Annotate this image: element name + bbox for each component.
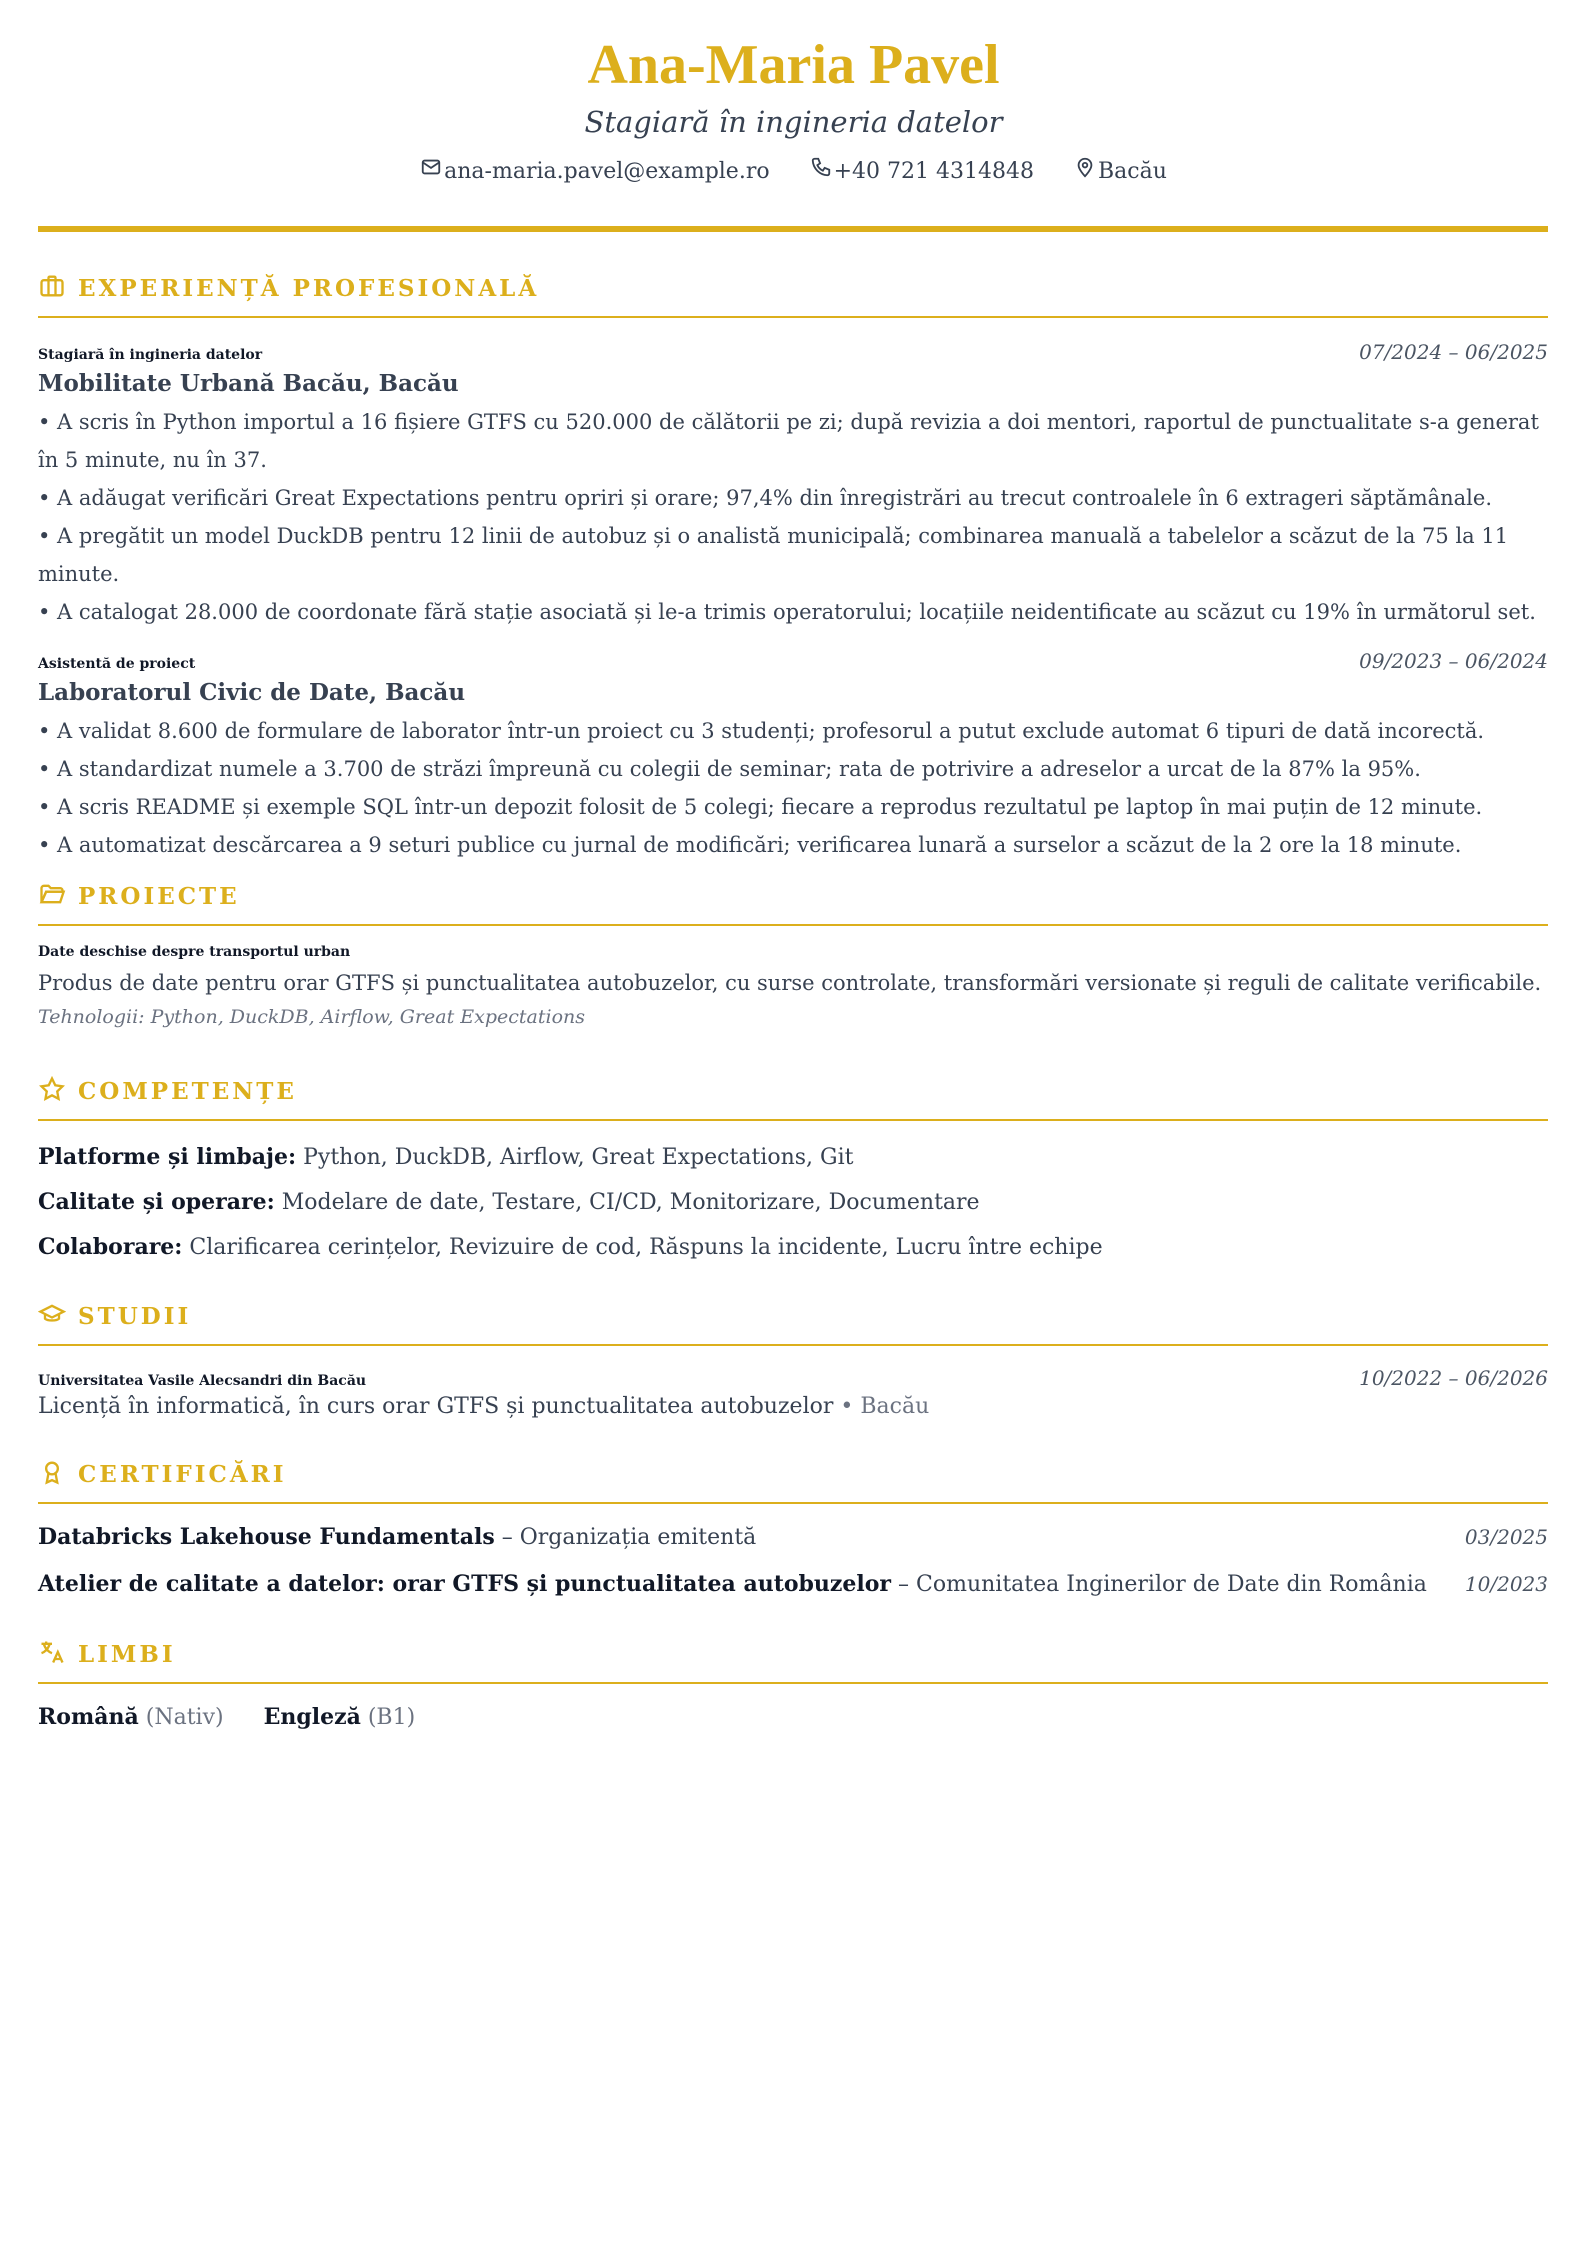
- skill-value: Modelare de date, Testare, CI/CD, Monitorizare, Documentare: [281, 1190, 980, 1215]
- mail-icon: [420, 156, 442, 187]
- job-dates: 07/2024 – 06/2025: [1359, 340, 1548, 364]
- briefcase-icon: [38, 272, 66, 304]
- contact-location: [1074, 156, 1167, 187]
- contact-phone[interactable]: [810, 156, 1034, 187]
- certification-row: [38, 1514, 1548, 1561]
- language-name: Română: [38, 1704, 139, 1730]
- language-name: Engleză: [263, 1704, 361, 1730]
- contact-email[interactable]: [420, 156, 769, 187]
- experience-heading: [38, 270, 1548, 318]
- job-bullet: • A automatizat descărcarea a 9 seturi publice cu jurnal de modificări; verificarea lunară a surselor a scăzut de la 2 ore la 18 minute.: [38, 833, 1462, 857]
- job-role: Asistentă de proiect: [38, 656, 196, 672]
- language-item: [264, 1704, 416, 1730]
- certification-date: 10/2023: [1464, 1572, 1548, 1596]
- candidate-name: Ana-Maria Pavel: [587, 34, 1000, 96]
- skill-row: [38, 1180, 1548, 1225]
- job-bullets: [38, 403, 1548, 631]
- certifications-title: CERTIFICĂRI: [78, 1460, 287, 1488]
- star-icon: [38, 1075, 66, 1107]
- job-entry: [38, 649, 1548, 864]
- education-heading: [38, 1298, 1548, 1346]
- experience-title: EXPERIENȚĂ PROFESIONALĂ: [78, 274, 540, 302]
- skills-list: [38, 1135, 1548, 1270]
- location-pin-icon: [1074, 156, 1096, 187]
- email-text: ana-maria.pavel@example.ro: [444, 158, 770, 184]
- skill-value: Clarificarea cerințelor, Revizuire de cod, Răspuns la incidente, Lucru între echipe: [189, 1235, 1103, 1260]
- school-name: Universitatea Vasile Alecsandri din Bacău: [38, 1373, 367, 1389]
- resume-header: [0, 30, 1587, 187]
- candidate-title: Stagiară în ingineria datelor: [584, 105, 1003, 139]
- language-item: [38, 1704, 224, 1730]
- languages-list: [38, 1704, 1548, 1730]
- skills-title: COMPETENȚE: [78, 1077, 297, 1105]
- certification-name: Atelier de calitate a datelor: orar GTFS și punctualitatea autobuzelor: [38, 1571, 892, 1597]
- education-title: STUDII: [78, 1302, 192, 1330]
- project-description: Produs de date pentru orar GTFS și punctualitatea autobuzelor, cu surse controlate, transformări versionate și reguli de calitate verificabile.: [38, 971, 1542, 995]
- education-dates: 10/2022 – 06/2026: [1359, 1366, 1548, 1390]
- projects-section: [38, 878, 1548, 1032]
- languages-heading: [38, 1636, 1548, 1684]
- skill-label: Calitate și operare:: [38, 1189, 275, 1215]
- skill-value: Python, DuckDB, Airflow, Great Expectations, Git: [303, 1145, 854, 1170]
- job-bullet: • A scris README și exemple SQL într-un depozit folosit de 5 colegi; fiecare a reprodus rezultatul pe laptop în mai puțin de 12 minute.: [38, 795, 1483, 819]
- job-bullet: • A standardizat numele a 3.700 de străzi împreună cu colegii de seminar; rata de potrivire a adreselor a urcat de la 87% la 95%.: [38, 757, 1421, 781]
- phone-icon: [810, 156, 832, 187]
- project-name: Date deschise despre transportul urban: [38, 944, 351, 960]
- folder-icon: [38, 880, 66, 912]
- certification-issuer: – Comunitatea Inginerilor de Date din România: [898, 1572, 1427, 1597]
- certifications-heading: [38, 1456, 1548, 1504]
- location-text: Bacău: [1097, 158, 1167, 184]
- skill-row: [38, 1135, 1548, 1180]
- education-location: • Bacău: [840, 1394, 930, 1419]
- certification-issuer: – Organizația emitentă: [501, 1525, 757, 1550]
- skills-heading: [38, 1073, 1548, 1121]
- skill-label: Colaborare:: [38, 1234, 183, 1260]
- job-bullet: • A catalogat 28.000 de coordonate fără stație asociată și le-a trimis operatorului; locațiile neidentificate au scăzut cu 19% în următorul set.: [38, 600, 1536, 624]
- job-organization: Mobilitate Urbană Bacău, Bacău: [38, 370, 459, 397]
- projects-heading: [38, 878, 1548, 926]
- language-level: (B1): [367, 1705, 416, 1730]
- job-role: Stagiară în ingineria datelor: [38, 347, 263, 363]
- job-bullet: • A pregătit un model DuckDB pentru 12 linii de autobuz și o analistă municipală; combinarea manuală a tabelelor a scăzut de la 75 la 11 minute.: [38, 524, 1509, 586]
- job-organization: Laboratorul Civic de Date, Bacău: [38, 679, 466, 706]
- job-bullets: [38, 712, 1548, 864]
- languages-title: LIMBI: [78, 1640, 176, 1668]
- certifications-list: [38, 1514, 1548, 1608]
- certification-date: 03/2025: [1464, 1525, 1548, 1549]
- language-level: (Nativ): [145, 1705, 224, 1730]
- experience-section: [38, 270, 1548, 864]
- skill-row: [38, 1225, 1548, 1270]
- job-bullet: • A validat 8.600 de formulare de laborator într-un proiect cu 3 studenți; profesorul a putut exclude automat 6 tipuri de dată incorectă.: [38, 719, 1485, 743]
- job-bullet: • A adăugat verificări Great Expectations pentru opriri și orare; 97,4% din înregistrări au trecut controalele în 6 extrageri săptămânale.: [38, 486, 1492, 510]
- graduation-cap-icon: [38, 1300, 66, 1332]
- project-tech: Tehnologii: Python, DuckDB, Airflow, Great Expectations: [38, 1006, 585, 1028]
- project-entry: [38, 944, 1548, 1032]
- contact-bar: [0, 156, 1587, 187]
- award-icon: [38, 1458, 66, 1490]
- certifications-section: [38, 1456, 1548, 1608]
- job-dates: 09/2023 – 06/2024: [1359, 649, 1548, 673]
- job-bullet: • A scris în Python importul a 16 fișiere GTFS cu 520.000 de călătorii pe zi; după revizia a doi mentori, raportul de punctualitate s-a generat în 5 minute, nu în 37.: [38, 410, 1539, 472]
- skills-section: [38, 1073, 1548, 1270]
- certification-row: [38, 1561, 1548, 1608]
- certification-name: Databricks Lakehouse Fundamentals: [38, 1524, 495, 1550]
- education-section: [38, 1298, 1548, 1424]
- education-degree-line: [38, 1390, 1548, 1424]
- degree-text: Licență în informatică, în curs orar GTFS și punctualitatea autobuzelor: [38, 1394, 834, 1419]
- phone-text: +40 721 4314848: [833, 158, 1034, 184]
- projects-title: PROIECTE: [78, 882, 240, 910]
- header-divider: [38, 226, 1548, 232]
- job-entry: [38, 340, 1548, 631]
- education-entry: [38, 1366, 1548, 1424]
- languages-section: [38, 1636, 1548, 1730]
- skill-label: Platforme și limbaje:: [38, 1144, 297, 1170]
- translate-icon: [38, 1638, 66, 1670]
